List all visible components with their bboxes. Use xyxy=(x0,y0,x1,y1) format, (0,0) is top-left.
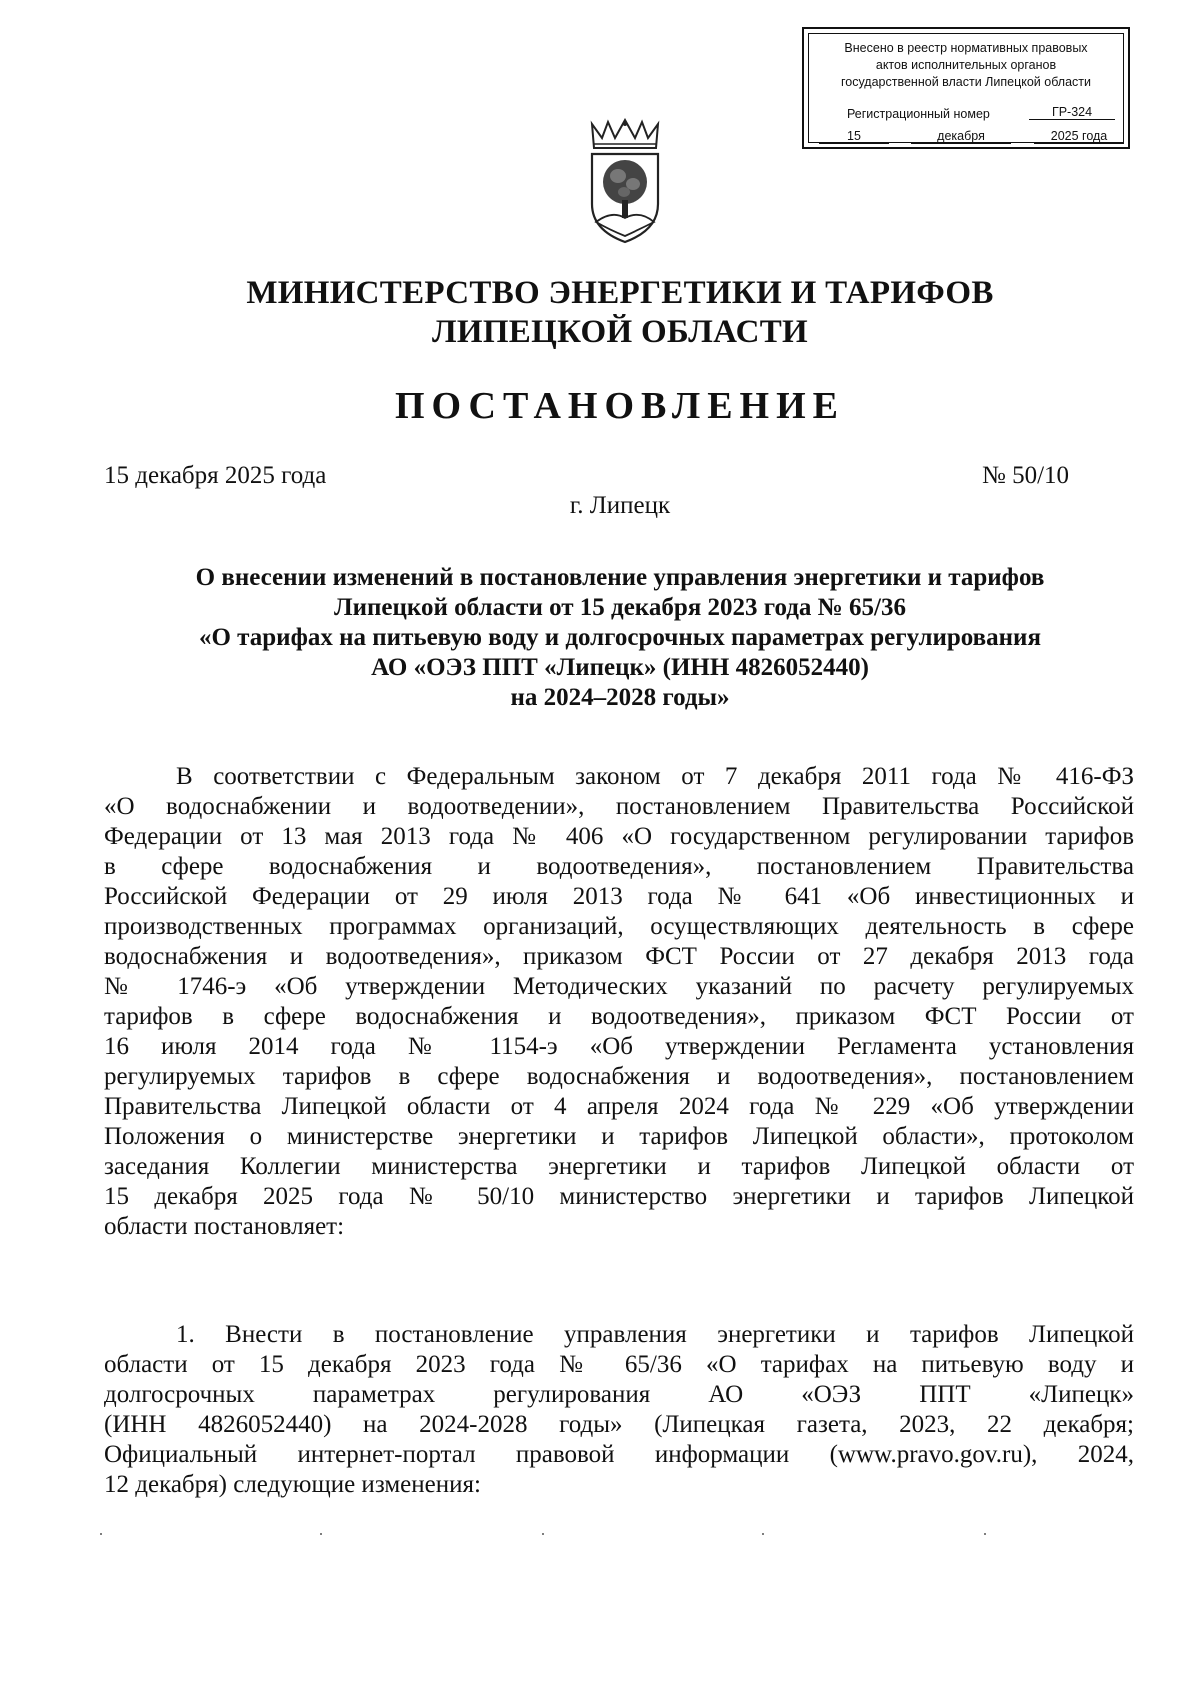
paragraph-line: 16 июля 2014 года № 1154-э «Об утверждении Регламента установления xyxy=(104,1033,1134,1060)
paragraph-line: тарифов в сфере водоснабжения и водоотведения», приказом ФСТ России от xyxy=(104,1003,1134,1030)
preamble-paragraph xyxy=(104,762,1134,1242)
subject-line: Липецкой области от 15 декабря 2023 года № 65/36 xyxy=(334,594,906,621)
paragraph-line: Официальный интернет-портал правовой информации (www.pravo.gov.ru), 2024, xyxy=(104,1441,1134,1468)
registry-stamp-inner-frame xyxy=(808,33,1124,143)
paragraph-line: производственных программах организаций, осуществляющих деятельность в сфере xyxy=(104,913,1134,940)
subject-line: на 2024–2028 годы» xyxy=(510,684,730,711)
subject-line: «О тарифах на питьевую воду и долгосрочных параметрах регулирования xyxy=(198,624,1041,651)
item-1-paragraph xyxy=(104,1320,1134,1500)
paragraph-line: «О водоснабжении и водоотведении», постановлением Правительства Российской xyxy=(104,793,1134,820)
ministry-title-line-1: МИНИСТЕРСТВО ЭНЕРГЕТИКИ И ТАРИФОВ xyxy=(246,275,994,311)
stamp-reg-label: Регистрационный номер xyxy=(847,107,990,121)
stamp-line-2: актов исполнительных органов xyxy=(875,58,1057,72)
stamp-line-3: государственной власти Липецкой области xyxy=(840,75,1092,89)
paragraph-line: 15 декабря 2025 года № 50/10 министерство энергетики и тарифов Липецкой xyxy=(104,1183,1134,1210)
paragraph-line: области от 15 декабря 2023 года № 65/36 «О тарифах на питьевую воду и xyxy=(104,1351,1134,1378)
paragraph-line: (ИНН 4826052440) на 2024-2028 годы» (Липецкая газета, 2023, 22 декабря; xyxy=(104,1411,1134,1438)
document-number: № 50/10 xyxy=(982,462,1070,489)
paragraph-line: № 1746-э «Об утверждении Методических указаний по расчету регулируемых xyxy=(104,973,1134,1000)
ministry-title-line-2: ЛИПЕЦКОЙ ОБЛАСТИ xyxy=(431,314,809,350)
paragraph-line: области постановляет: xyxy=(104,1213,345,1240)
paragraph-line: регулируемых тарифов в сфере водоснабжения и водоотведения», постановлением xyxy=(104,1063,1134,1090)
coat-of-arms-icon xyxy=(588,118,662,248)
subject-line: АО «ОЭЗ ППТ «Липецк» (ИНН 4826052440) xyxy=(371,654,869,681)
paragraph-line: В соответствии с Федеральным законом от 7 декабря 2011 года № 416-ФЗ xyxy=(176,763,1134,790)
stamp-day: 15 xyxy=(819,129,889,144)
document-subject xyxy=(100,563,1140,713)
paragraph-line: в сфере водоснабжения и водоотведения», постановлением Правительства xyxy=(104,853,1134,880)
document-date: 15 декабря 2025 года xyxy=(104,462,327,489)
stamp-line-1: Внесено в реестр нормативных правовых xyxy=(844,41,1088,55)
document-city: г. Липецк xyxy=(569,492,671,519)
paragraph-line: Правительства Липецкой области от 4 апреля 2024 года № 229 «Об утверждении xyxy=(104,1093,1134,1120)
paragraph-line: 12 декабря) следующие изменения: xyxy=(104,1471,481,1498)
stamp-month: декабря xyxy=(911,129,1011,144)
stamp-year: 2025 года xyxy=(1034,129,1124,144)
paragraph-line: водоснабжения и водоотведения», приказом ФСТ России от 27 декабря 2013 года xyxy=(104,943,1134,970)
paragraph-line: Федерации от 13 мая 2013 года № 406 «О государственном регулировании тарифов xyxy=(104,823,1134,850)
stamp-reg-number: ГР-324 xyxy=(1029,105,1115,120)
paragraph-line: Положения о министерстве энергетики и тарифов Липецкой области», протоколом xyxy=(104,1123,1134,1150)
paragraph-line: Российской Федерации от 29 июля 2013 года № 641 «Об инвестиционных и xyxy=(104,883,1134,910)
subject-line: О внесении изменений в постановление управления энергетики и тарифов xyxy=(195,564,1045,591)
registry-stamp xyxy=(802,27,1130,149)
paragraph-line: заседания Коллегии министерства энергетики и тарифов Липецкой области от xyxy=(104,1153,1134,1180)
document-type-title: ПОСТАНОВЛЕНИЕ xyxy=(394,385,846,427)
scan-artifact-dots xyxy=(100,1533,1000,1537)
paragraph-line: 1. Внести в постановление управления энергетики и тарифов Липецкой xyxy=(176,1321,1134,1348)
paragraph-line: долгосрочных параметрах регулирования АО «ОЭЗ ППТ «Липецк» xyxy=(104,1381,1134,1408)
